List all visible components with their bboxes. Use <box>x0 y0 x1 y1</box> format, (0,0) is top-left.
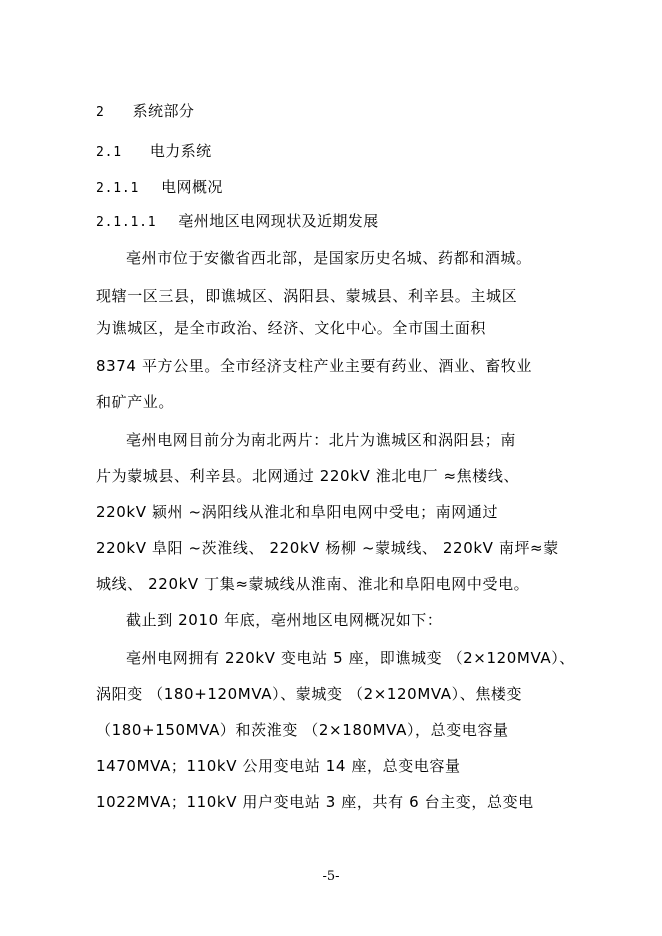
heading-number: 2.1.1.1 <box>96 215 157 230</box>
body-line: 亳州电网目前分为南北两片：北片为谯城区和涡阳县；南 <box>126 431 517 449</box>
body-line: 城线、 220kV 丁集≈蒙城线从淮南、淮北和阜阳电网中受电。 <box>96 575 530 593</box>
body-line: 为谯城区，是全市政治、经济、文化中心。全市国土面积 <box>96 319 487 337</box>
heading-number: 2.1 <box>96 145 122 160</box>
body-line: 220kV 阜阳 ~茨淮线、 220kV 杨柳 ~蒙城线、 220kV 南坪≈蒙 <box>96 539 559 557</box>
body-line: 1022MVA；110kV 用户变电站 3 座，共有 6 台主变，总变电 <box>96 793 534 811</box>
heading-number: 2.1.1 <box>96 181 140 196</box>
body-line: 220kV 颍州 ~涡阳线从淮北和阜阳电网中受电；南网通过 <box>96 503 499 521</box>
heading-title: 系统部分 <box>132 102 195 120</box>
heading-section-2-1-1-1 <box>96 211 379 233</box>
heading-title: 电力系统 <box>149 142 212 160</box>
body-line: 亳州电网拥有 220kV 变电站 5 座，即谯城变 （2×120MVA）、 <box>126 649 575 667</box>
heading-section-2-1 <box>96 141 212 163</box>
body-line: 和矿产业。 <box>96 393 175 411</box>
body-line: 亳州市位于安徽省西北部，是国家历史名城、药都和酒城。 <box>126 249 532 267</box>
heading-section-2 <box>96 101 194 123</box>
page-number: -5- <box>322 869 340 884</box>
body-line: 涡阳变 （180+120MVA）、蒙城变 （2×120MVA）、焦楼变 <box>96 685 523 703</box>
heading-title: 电网概况 <box>161 178 223 196</box>
body-line: 1470MVA；110kV 公用变电站 14 座，总变电容量 <box>96 757 461 775</box>
body-line: 8374 平方公里。全市经济支柱产业主要有药业、酒业、畜牧业 <box>96 357 532 375</box>
heading-title: 亳州地区电网现状及近期发展 <box>178 212 379 230</box>
body-line: （180+150MVA）和茨淮变 （2×180MVA），总变电容量 <box>96 721 509 739</box>
heading-number: 2 <box>96 105 105 120</box>
body-line: 截止到 2010 年底，亳州地区电网概况如下： <box>126 611 443 629</box>
heading-section-2-1-1 <box>96 177 223 199</box>
body-line: 片为蒙城县、利辛县。北网通过 220kV 淮北电厂 ≈焦楼线、 <box>96 467 520 485</box>
body-line: 现辖一区三县，即谯城区、涡阳县、蒙城县、利辛县。主城区 <box>96 287 518 305</box>
